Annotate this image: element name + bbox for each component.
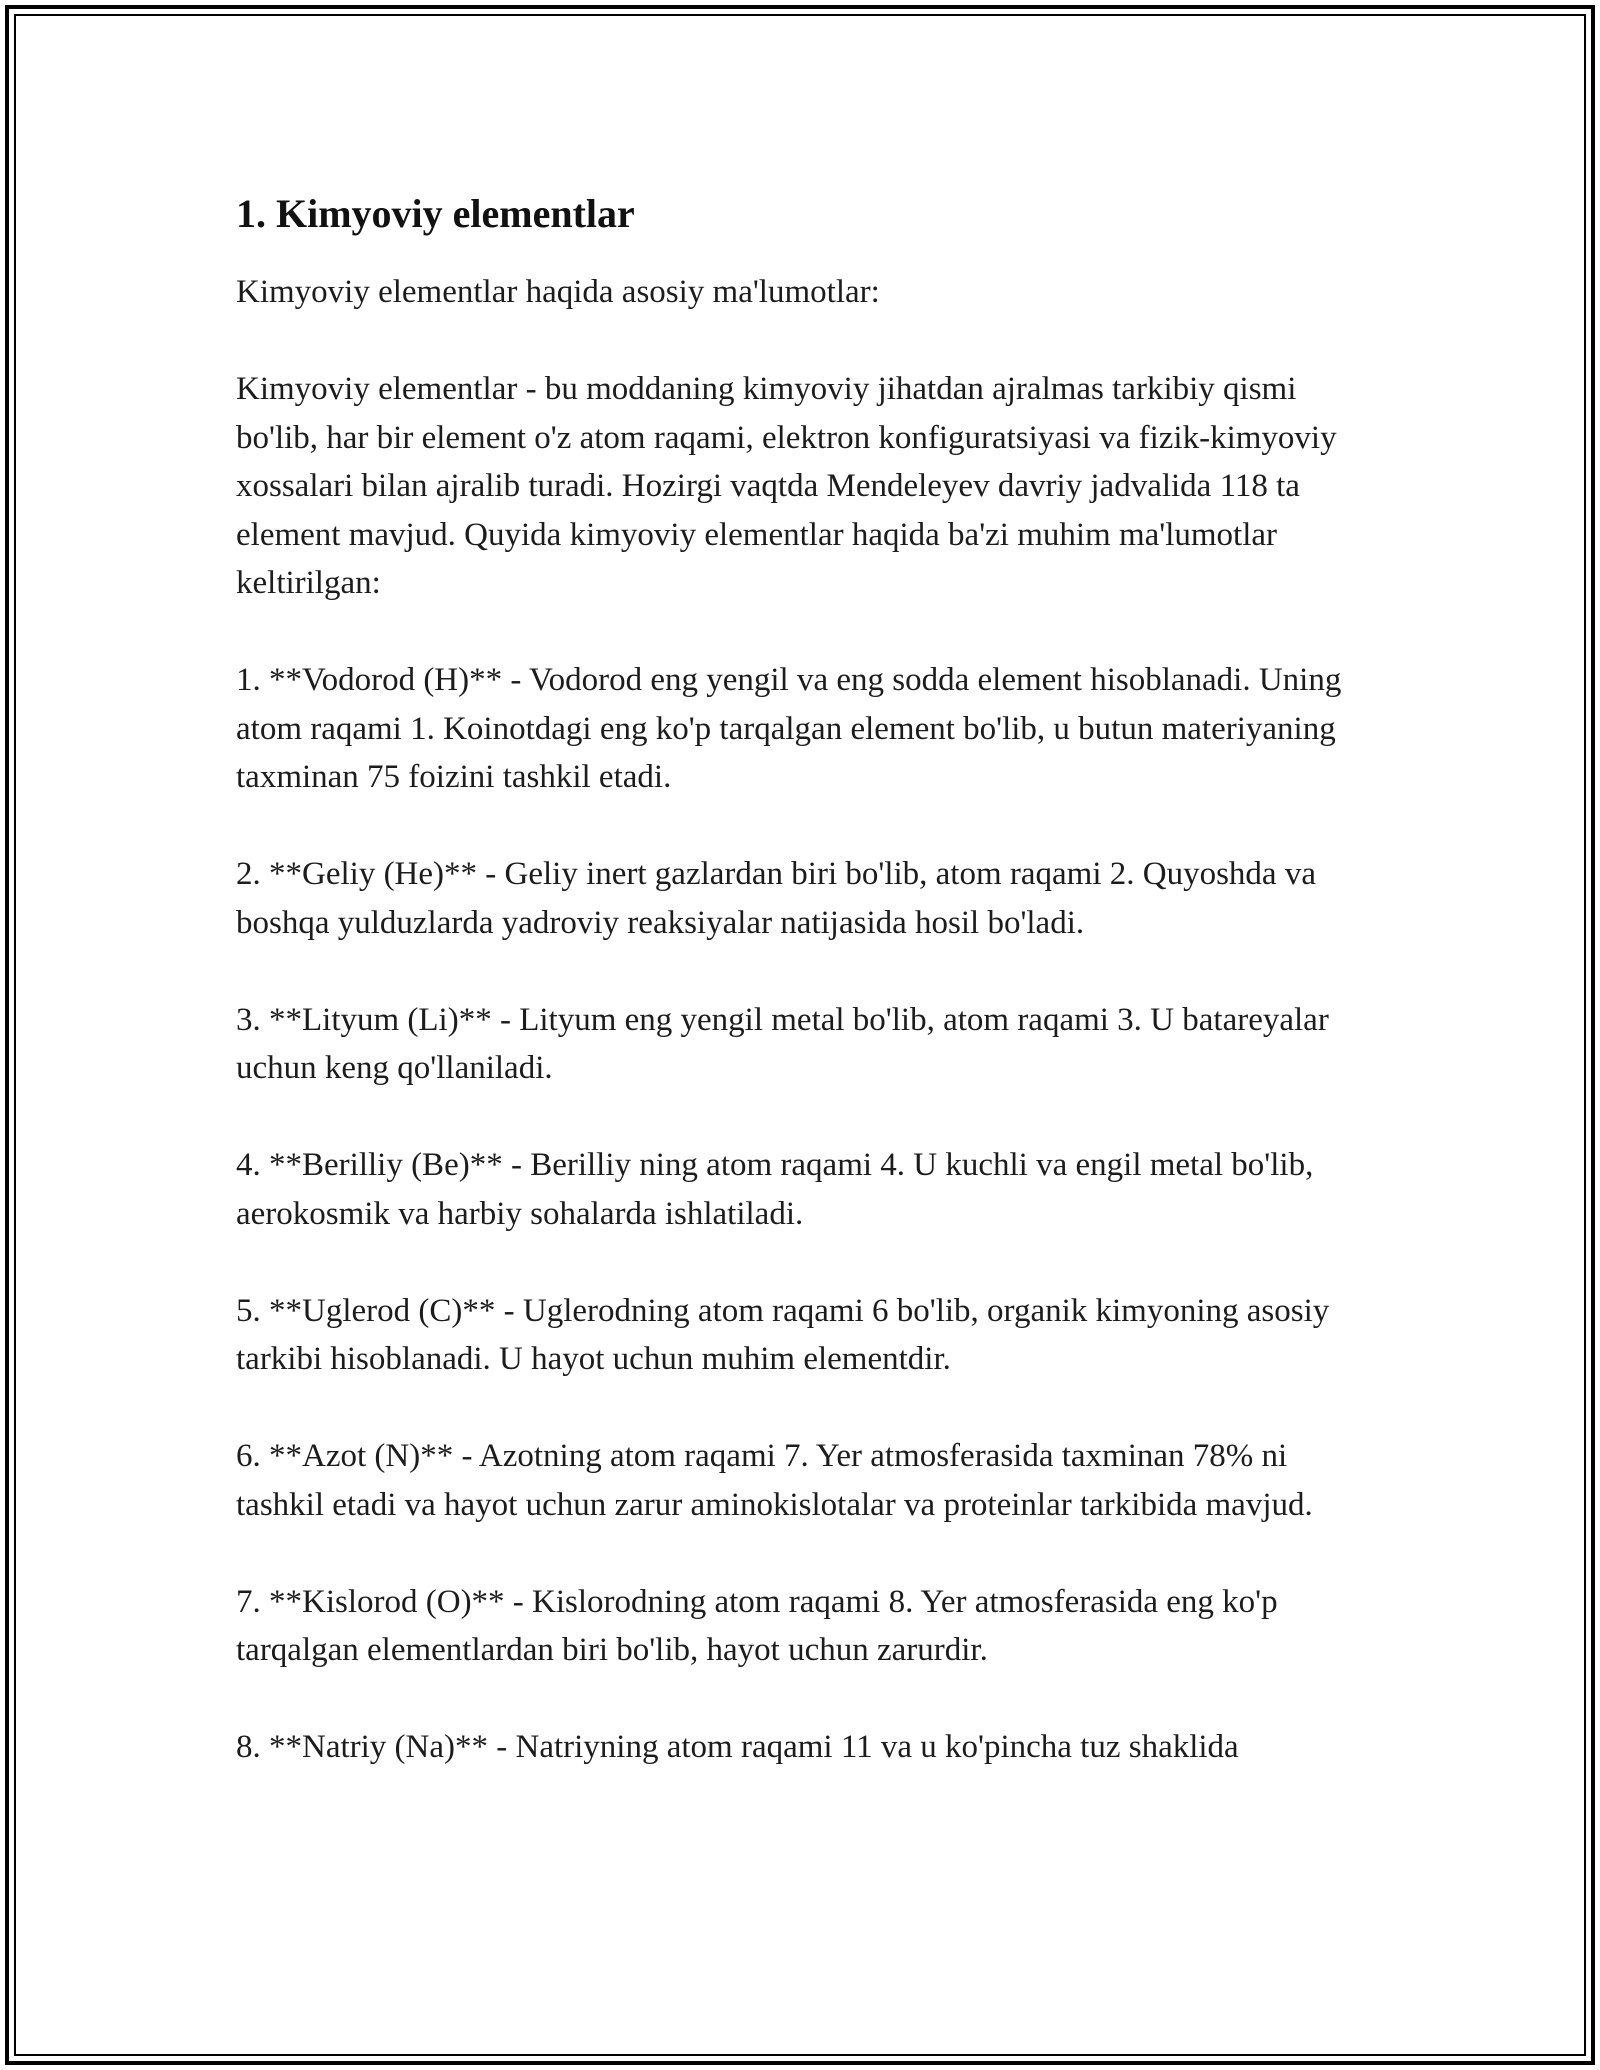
document-body [236, 186, 1376, 1820]
paragraph-lithium: 3. **Lityum (Li)** - Lityum eng yengil metal bo'lib, atom raqami 3. U batareyalar uchun keng qo'llaniladi. [236, 1001, 1329, 1086]
paragraph-beryllium: 4. **Berilliy (Be)** - Berilliy ning atom raqami 4. U kuchli va engil metal bo'lib, aerokosmik va harbiy sohalarda ishlatiladi. [236, 1147, 1314, 1232]
paragraph-nitrogen: 6. **Azot (N)** - Azotning atom raqami 7. Yer atmosferasida taxminan 78% ni tashkil etadi va hayot uchun zarur aminokislotalar va proteinlar tarkibida mavjud. [236, 1438, 1313, 1523]
paragraph-overview: Kimyoviy elementlar - bu moddaning kimyoviy jihatdan ajralmas tarkibiy qismi bo'lib, har bir element o'z atom raqami, elektron konfiguratsiyasi va fizik-kimyoviy xossalari bilan ajralib turadi. Hozirgi vaqtda Mendeleyev davriy jadvalida 118 ta element mavjud. Quyida kimyoviy elementlar haqida ba'zi muhim ma'lumotlar keltirilgan: [236, 371, 1337, 601]
paragraph-oxygen: 7. **Kislorod (O)** - Kislorodning atom raqami 8. Yer atmosferasida eng ko'p tarqalgan elementlardan biri bo'lib, hayot uchun zarurdir. [236, 1583, 1278, 1668]
paragraph-hydrogen: 1. **Vodorod (H)** - Vodorod eng yengil va eng sodda element hisoblanadi. Uning atom raqami 1. Koinotdagi eng ko'p tarqalgan element bo'lib, u butun materiyaning taxminan 75 foizini tashkil etadi. [236, 662, 1342, 795]
paragraph-sodium: 8. **Natriy (Na)** - Natriyning atom raqami 11 va u ko'pincha tuz shaklida [236, 1729, 1239, 1765]
section-heading: 1. Kimyoviy elementlar [236, 191, 635, 236]
paragraph-carbon: 5. **Uglerod (C)** - Uglerodning atom raqami 6 bo'lib, organik kimyoning asosiy tarkibi hisoblanadi. U hayot uchun muhim elementdir. [236, 1292, 1330, 1377]
intro-line: Kimyoviy elementlar haqida asosiy ma'lumotlar: [236, 274, 880, 310]
paragraph-helium: 2. **Geliy (He)** - Geliy inert gazlardan biri bo'lib, atom raqami 2. Quyoshda va boshqa yulduzlarda yadroviy reaksiyalar natijasida hosil bo'ladi. [236, 856, 1316, 941]
